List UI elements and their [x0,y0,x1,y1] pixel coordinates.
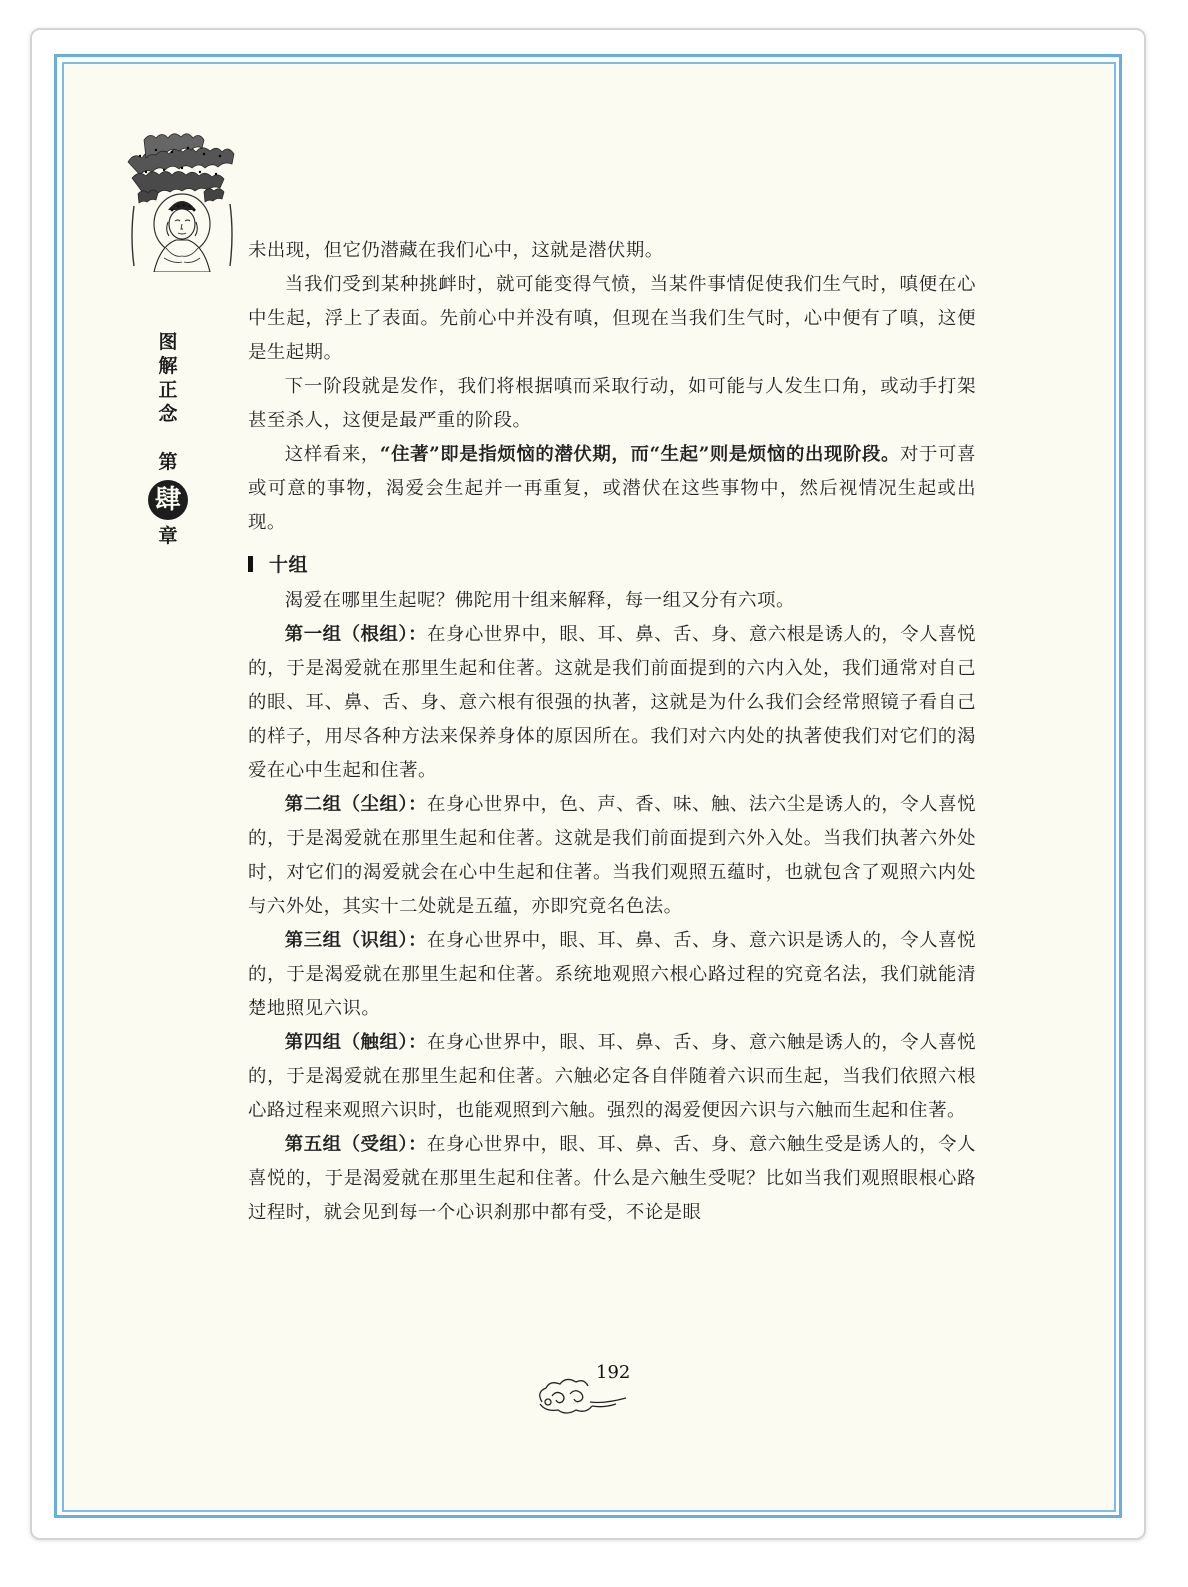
group-label: 第三组（识组）： [284,930,428,951]
paragraph [248,438,976,540]
heading-marker-icon [248,556,253,572]
sidebar-title-char: 正 [158,379,178,401]
chapter-prefix: 第 [158,451,178,473]
sidebar-title-char: 解 [158,355,178,377]
group-label: 第一组（根组）： [284,624,428,645]
bold-emphasis: “住著”即是指烦恼的潜伏期，而“生起”则是烦恼的出现阶段。 [379,444,901,465]
sidebar-title-char: 念 [158,403,178,425]
sidebar-book-title [148,330,188,548]
group-text: 在身心世界中，眼、耳、鼻、舌、身、意六根是诱人的，令人喜悦的，于是渴爱就在那里生起和住著。这就是我们前面提到的六内入处，我们通常对自己的眼、耳、鼻、舌、身、意六根有很强的执著，这就是为什么我们会经常照镜子看自己的样子，用尽各种方法来保养身体的原因所在。我们对六内处的执著使我们对它们的渴爱在心中生起和住著。 [248,624,976,781]
group-paragraph [248,1026,976,1128]
chapter-number-badge: 肆 [148,480,188,520]
sidebar-title-char: 图 [158,331,178,353]
group-paragraph [248,618,976,788]
paragraph: 未出现，但它仍潜藏在我们心中，这就是潜伏期。 [248,240,664,261]
group-paragraph [248,924,976,1026]
section-heading [248,548,976,582]
group-label: 第四组（触组）： [284,1032,428,1053]
group-label: 第二组（尘组）： [284,794,428,815]
paragraph: 下一阶段就是发作，我们将根据嗔而采取行动，如可能与人发生口角，或动手打架甚至杀人，这便是最严重的阶段。 [248,376,976,431]
section-heading-text: 十组 [269,554,309,576]
section-intro: 渴爱在哪里生起呢？佛陀用十组来解释，每一组又分有六项。 [284,590,795,611]
chapter-suffix: 章 [158,525,178,547]
group-label: 第五组（受组）： [284,1134,428,1155]
page-footer [534,1362,634,1422]
group-paragraph [248,788,976,924]
group-text: 在身心世界中，色、声、香、味、触、法六尘是诱人的，令人喜悦的，于是渴爱就在那里生起和住著。这就是我们前面提到六外入处。当我们执著六外处时，对它们的渴爱就会在心中生起和住著。当我们观照五蕴时，也就包含了观照六内处与六外处，其实十二处就是五蕴，亦即究竟名色法。 [248,794,976,917]
page-number: 192 [596,1362,631,1383]
cloud-ornament-icon [534,1372,630,1418]
paragraph-rest: 对于可喜或可意的事物，渴爱会生起并一再重复，或潜伏在这些事物中，然后视情况生起或出现。 [248,444,976,533]
buddha-illustration [124,126,240,272]
group-paragraph [248,1128,976,1230]
group-text: 在身心世界中，眼、耳、鼻、舌、身、意六触是诱人的，令人喜悦的，于是渴爱就在那里生起和住著。六触必定各自伴随着六识而生起，当我们依照六根心路过程来观照六识时，也能观照到六触。强烈的渴爱便因六识与六触而生起和住著。 [248,1032,976,1121]
group-text: 在身心世界中，眼、耳、鼻、舌、身、意六识是诱人的，令人喜悦的，于是渴爱就在那里生起和住著。系统地观照六根心路过程的究竟名法，我们就能清楚地照见六识。 [248,930,976,1019]
body-text [248,234,976,1230]
group-text: 在身心世界中，眼、耳、鼻、舌、身、意六触生受是诱人的，令人喜悦的，于是渴爱就在那里生起和住著。什么是六触生受呢？比如当我们观照眼根心路过程时，就会见到每一个心识刹那中都有受，不论是眼 [248,1134,976,1223]
paragraph-lead: 这样看来， [284,444,380,465]
paragraph: 当我们受到某种挑衅时，就可能变得气愤，当某件事情促使我们生气时，嗔便在心中生起，浮上了表面。先前心中并没有嗔，但现在当我们生气时，心中便有了嗔，这便是生起期。 [248,274,976,363]
